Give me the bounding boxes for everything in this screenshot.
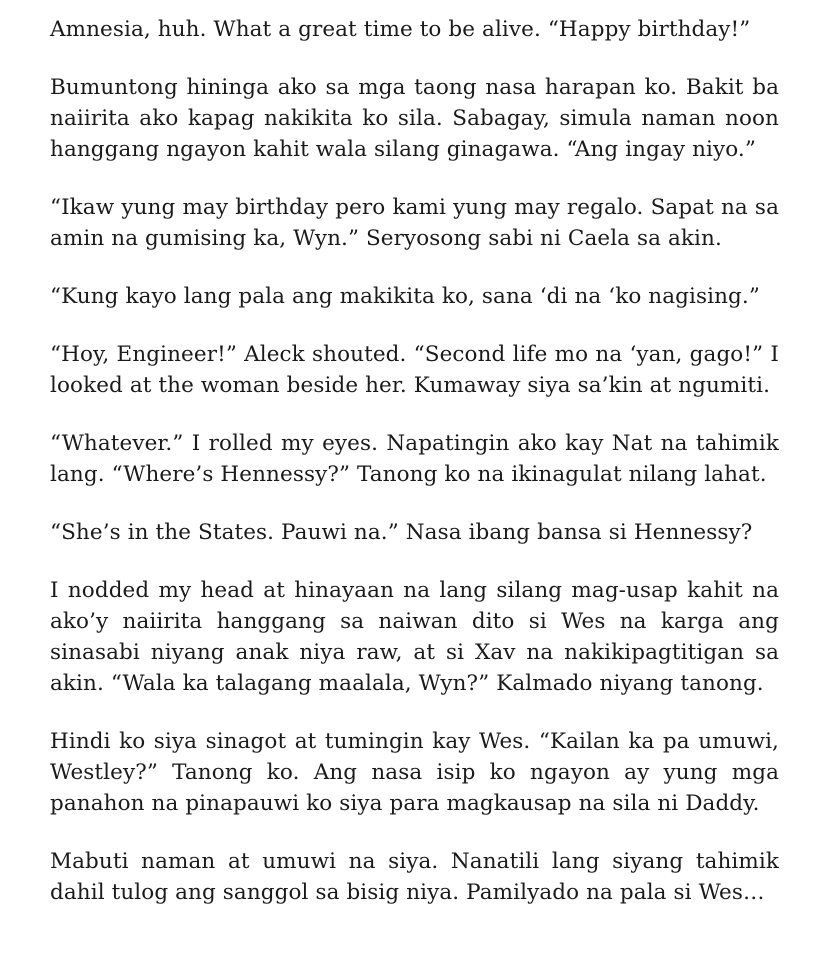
paragraph-9: Hindi ko siya sinagot at tumingin kay Wes. “Kailan ka pa umuwi, Westley?” Tanong ko. Ang nasa isip ko ngayon ay yung mga panahon na pinapauwi ko siya para magkausap na sila ni Daddy. bbox=[50, 729, 779, 816]
paragraph-5: “Hoy, Engineer!” Aleck shouted. “Second life mo na ‘yan, gago!” I looked at the woman beside her. Kumaway siya sa’kin at ngumiti. bbox=[50, 342, 779, 398]
paragraph-10: Mabuti naman at umuwi na siya. Nanatili lang siyang tahimik dahil tulog ang sanggol sa bisig niya. Pamilyado na pala si Wes… bbox=[50, 849, 779, 905]
paragraph-1: Amnesia, huh. What a great time to be alive. “Happy birthday!” bbox=[50, 17, 751, 42]
paragraph-4: “Kung kayo lang pala ang makikita ko, sana ‘di na ‘ko nagising.” bbox=[50, 284, 760, 309]
paragraph-6: “Whatever.” I rolled my eyes. Napatingin ako kay Nat na tahimik lang. “Where’s Hennessy?” Tanong ko na ikinagulat nilang lahat. bbox=[50, 431, 779, 487]
paragraph-8: I nodded my head at hinayaan na lang silang mag-usap kahit na ako’y naiirita hanggang sa naiwan dito si Wes na karga ang sinasabi niyang anak niya raw, at si Xav na nakikipagtitigan sa akin. “Wala ka talagang maalala, Wyn?” Kalmado niyang tanong. bbox=[50, 578, 779, 696]
paragraph-2: Bumuntong hininga ako sa mga taong nasa harapan ko. Bakit ba naiirita ako kapag nakikita ko sila. Sabagay, simula naman noon hanggang ngayon kahit wala silang ginagawa. “Ang ingay niyo.” bbox=[50, 75, 779, 162]
paragraph-3: “Ikaw yung may birthday pero kami yung may regalo. Sapat na sa amin na gumising ka, Wyn.” Seryosong sabi ni Caela sa akin. bbox=[50, 195, 779, 251]
paragraph-7: “She’s in the States. Pauwi na.” Nasa ibang bansa si Hennessy? bbox=[50, 520, 753, 545]
document-page bbox=[50, 14, 779, 908]
